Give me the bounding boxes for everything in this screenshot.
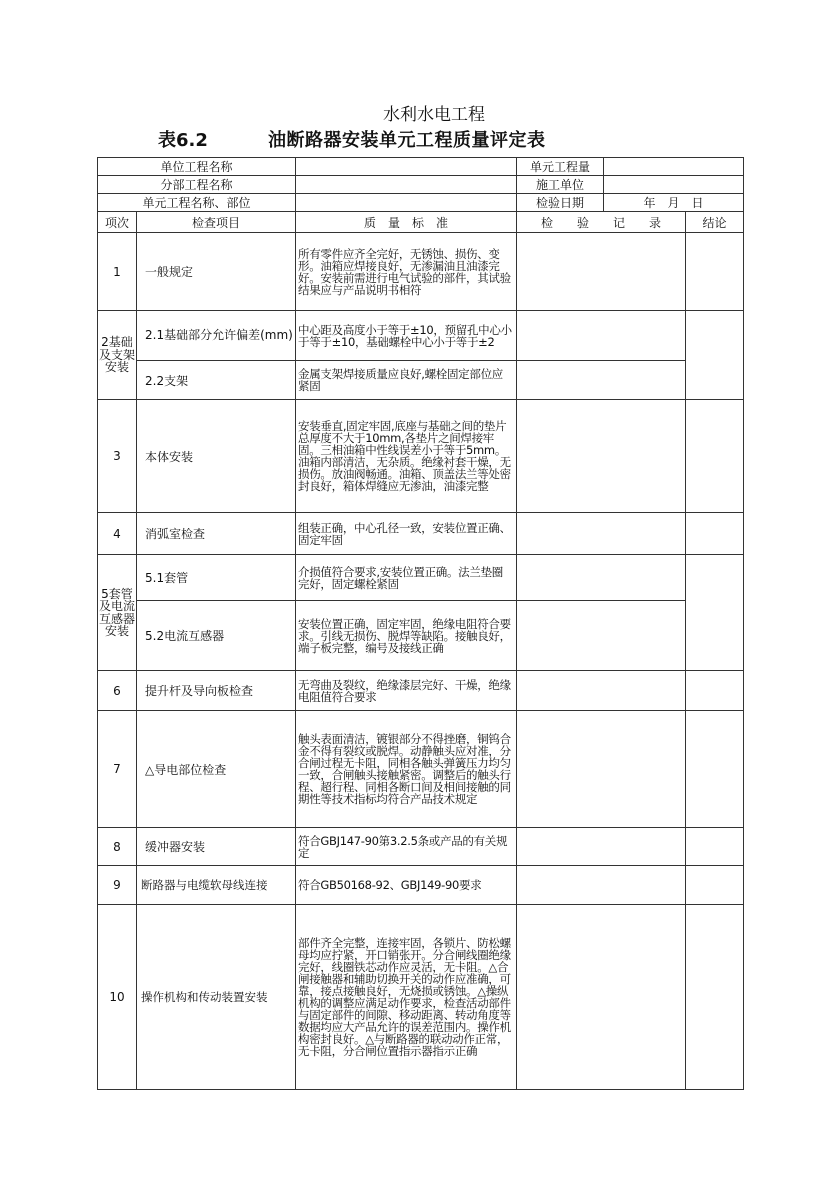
row-no: 9: [98, 866, 137, 905]
sub-project-field[interactable]: [296, 176, 517, 194]
table-row: [98, 233, 744, 311]
row-standard: 安装垂直,固定牢固,底座与基础之间的垫片总厚度不大于10mm,各垫片之间焊接牢固。三相油箱中性线误差小于等于5mm。油箱内部清洁，无杂质。绝缘衬套干燥，无损伤。放油阀畅通。油箱、顶盖法兰等处密封良好，箱体焊缝应无渗油，油漆完整: [296, 400, 517, 513]
column-header-row: [98, 212, 744, 233]
table-row: [98, 866, 744, 905]
row-result[interactable]: [686, 828, 744, 866]
table-row: [98, 828, 744, 866]
row-result[interactable]: [686, 233, 744, 311]
col-standard: 质 量 标 准: [296, 212, 517, 233]
row-standard: 中心距及高度小于等于±10，预留孔中心小于等于±10，基础螺栓中心小于等于±2: [296, 311, 517, 361]
row-record[interactable]: [517, 828, 686, 866]
row-record[interactable]: [517, 311, 686, 361]
table-row: [98, 555, 744, 601]
row-standard: 符合GBJ147-90第3.2.5条或产品的有关规定: [296, 828, 517, 866]
row-standard: 安装位置正确，固定牢固，绝缘电阻符合要求。引线无损伤、脱焊等缺陷。接触良好，端子板完整，编号及接线正确: [296, 601, 517, 671]
unit-project-field[interactable]: [296, 158, 517, 176]
row-record[interactable]: [517, 711, 686, 828]
table-row: [98, 905, 744, 1090]
table-row: [98, 671, 744, 711]
row-item: 一般规定: [137, 233, 296, 311]
row-result[interactable]: [686, 400, 744, 513]
row-no: 1: [98, 233, 137, 311]
row-result[interactable]: [686, 311, 744, 400]
row-result[interactable]: [686, 905, 744, 1090]
element-label: 单元工程名称、部位: [98, 194, 296, 212]
date-label: 检验日期: [517, 194, 604, 212]
row-record[interactable]: [517, 361, 686, 400]
quantity-field[interactable]: [604, 158, 744, 176]
row-item: △导电部位检查: [137, 711, 296, 828]
document-supertitle: 水利水电工程: [383, 105, 485, 125]
row-item: 消弧室检查: [137, 513, 296, 555]
row-item: 提升杆及导向板检查: [137, 671, 296, 711]
row-standard: 所有零件应齐全完好，无锈蚀、损伤、变形。油箱应焊接良好，无渗漏油且油漆完好。安装前需进行电气试验的部件，其试验结果应与产品说明书相符: [296, 233, 517, 311]
info-row: [98, 194, 744, 212]
row-standard: 组装正确，中心孔径一致，安装位置正确、固定牢固: [296, 513, 517, 555]
contractor-field[interactable]: [604, 176, 744, 194]
row-result[interactable]: [686, 555, 744, 671]
col-item: 检查项目: [137, 212, 296, 233]
table-row: [98, 400, 744, 513]
info-row: [98, 176, 744, 194]
row-record[interactable]: [517, 233, 686, 311]
row-no: 3: [98, 400, 137, 513]
row-result[interactable]: [686, 866, 744, 905]
table-row: [98, 311, 744, 361]
row-item: 本体安装: [137, 400, 296, 513]
row-group: 5套管及电流互感器安装: [98, 555, 137, 671]
quantity-label: 单元工程量: [517, 158, 604, 176]
row-no: 10: [98, 905, 137, 1090]
row-item: 断路器与电缆软母线连接: [137, 866, 296, 905]
row-standard: 无弯曲及裂纹，绝缘漆层完好、干燥，绝缘电阻值符合要求: [296, 671, 517, 711]
row-standard: 部件齐全完整，连接牢固，各锁片、防松螺母均应拧紧，开口销张开。分合闸线圈绝缘完好，线圈铁芯动作应灵活，无卡阻。△合闸接触器和辅助切换开关的动作应准确，可靠，接点接触良好，无烧损或锈蚀。△操纵机构的调整应满足动作要求，检查活动部件与固定部件的间隙、移动距离、转动角度等数据均应大产品允许的误差范围内。操作机构密封良好。△与断路器的联动动作正常，无卡阻，分合闸位置指示器指示正确: [296, 905, 517, 1090]
table-row: [98, 513, 744, 555]
row-item: 缓冲器安装: [137, 828, 296, 866]
info-row: [98, 158, 744, 176]
row-record[interactable]: [517, 671, 686, 711]
row-record[interactable]: [517, 555, 686, 601]
row-item: 5.1套管: [137, 555, 296, 601]
table-row: [98, 711, 744, 828]
col-result: 结论: [686, 212, 744, 233]
sub-project-label: 分部工程名称: [98, 176, 296, 194]
date-field[interactable]: 年 月 日: [604, 194, 744, 212]
row-record[interactable]: [517, 400, 686, 513]
contractor-label: 施工单位: [517, 176, 604, 194]
row-group: 2基础及支架安装: [98, 311, 137, 400]
row-standard: 介损值符合要求,安装位置正确。法兰垫圈完好，固定螺栓紧固: [296, 555, 517, 601]
unit-project-label: 单位工程名称: [98, 158, 296, 176]
element-field[interactable]: [296, 194, 517, 212]
col-no: 项次: [98, 212, 137, 233]
col-record: 检 验 记 录: [517, 212, 686, 233]
row-item: 5.2电流互感器: [137, 601, 296, 671]
row-result[interactable]: [686, 671, 744, 711]
row-record[interactable]: [517, 866, 686, 905]
row-no: 7: [98, 711, 137, 828]
row-item: 2.2支架: [137, 361, 296, 400]
page-title: 油断路器安装单元工程质量评定表: [268, 130, 546, 151]
row-item: 2.1基础部分允许偏差(mm): [137, 311, 296, 361]
row-record[interactable]: [517, 905, 686, 1090]
row-standard: 符合GB50168-92、GBJ149-90要求: [296, 866, 517, 905]
row-no: 6: [98, 671, 137, 711]
row-no: 4: [98, 513, 137, 555]
quality-assessment-table: [97, 157, 744, 1090]
table-row: [98, 601, 744, 671]
row-record[interactable]: [517, 513, 686, 555]
row-standard: 触头表面清洁，镀银部分不得挫磨，铜钨合金不得有裂纹或脱焊。动静触头应对准，分合闸过程无卡阻，同相各触头弹簧压力均匀一致，合闸触头接触紧密。调整后的触头行程、超行程、同相各断口间及相间接触的同期性等技术指标均符合产品技术规定: [296, 711, 517, 828]
row-result[interactable]: [686, 513, 744, 555]
row-no: 8: [98, 828, 137, 866]
row-standard: 金属支架焊接质量应良好,螺栓固定部位应紧固: [296, 361, 517, 400]
table-row: [98, 361, 744, 400]
table-number: 表6.2: [158, 130, 208, 151]
row-item: 操作机构和传动装置安装: [137, 905, 296, 1090]
row-result[interactable]: [686, 711, 744, 828]
row-record[interactable]: [517, 601, 686, 671]
